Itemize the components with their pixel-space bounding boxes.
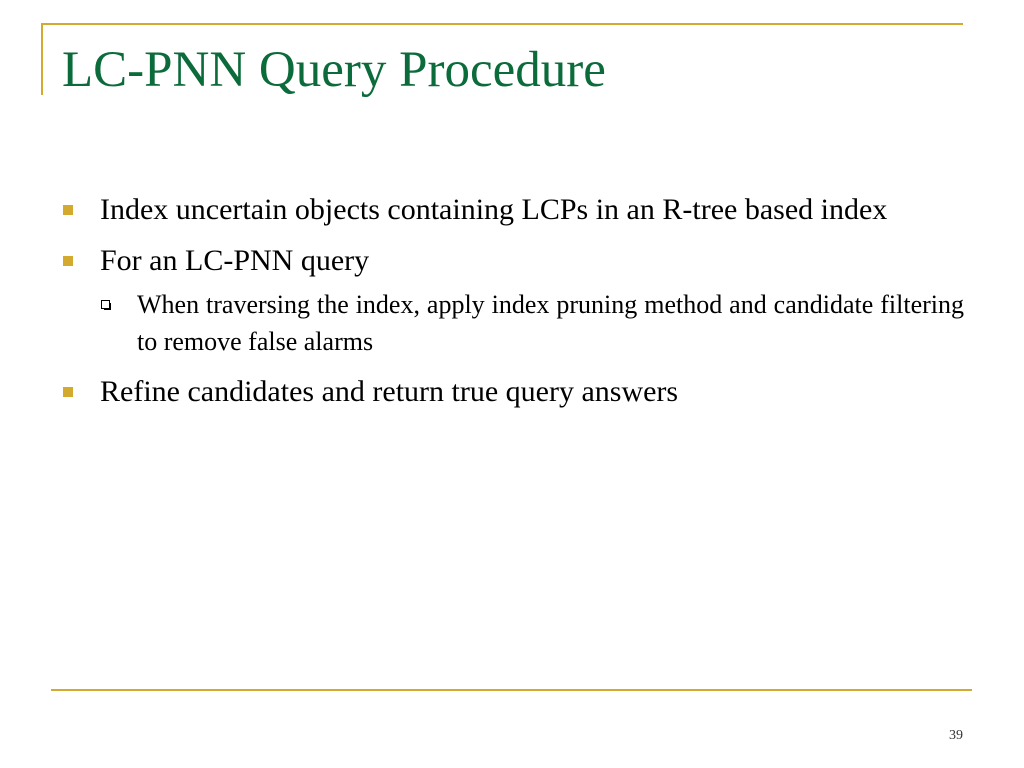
bottom-border-line xyxy=(51,689,972,691)
sub-bullet-text: When traversing the index, apply index pruning method and candidate filtering to remove false alarms xyxy=(137,290,964,356)
slide-content xyxy=(62,188,964,421)
square-bullet-icon xyxy=(63,387,73,397)
bullet-item-3 xyxy=(62,370,964,413)
bullet-item-1 xyxy=(62,188,964,231)
slide-title: LC-PNN Query Procedure xyxy=(62,42,606,98)
bullet-text: Refine candidates and return true query answers xyxy=(100,375,679,408)
square-bullet-icon xyxy=(63,256,73,266)
bullet-text: Index uncertain objects containing LCPs in an R-tree based index xyxy=(100,193,888,226)
hollow-square-bullet-icon xyxy=(101,300,110,309)
bullet-item-2 xyxy=(62,239,964,282)
left-border-line xyxy=(41,23,43,95)
top-border-line xyxy=(41,23,963,25)
page-number: 39 xyxy=(949,728,963,743)
bullet-text: For an LC-PNN query xyxy=(100,244,370,277)
sub-bullet-item-1 xyxy=(62,286,964,360)
square-bullet-icon xyxy=(63,205,73,215)
